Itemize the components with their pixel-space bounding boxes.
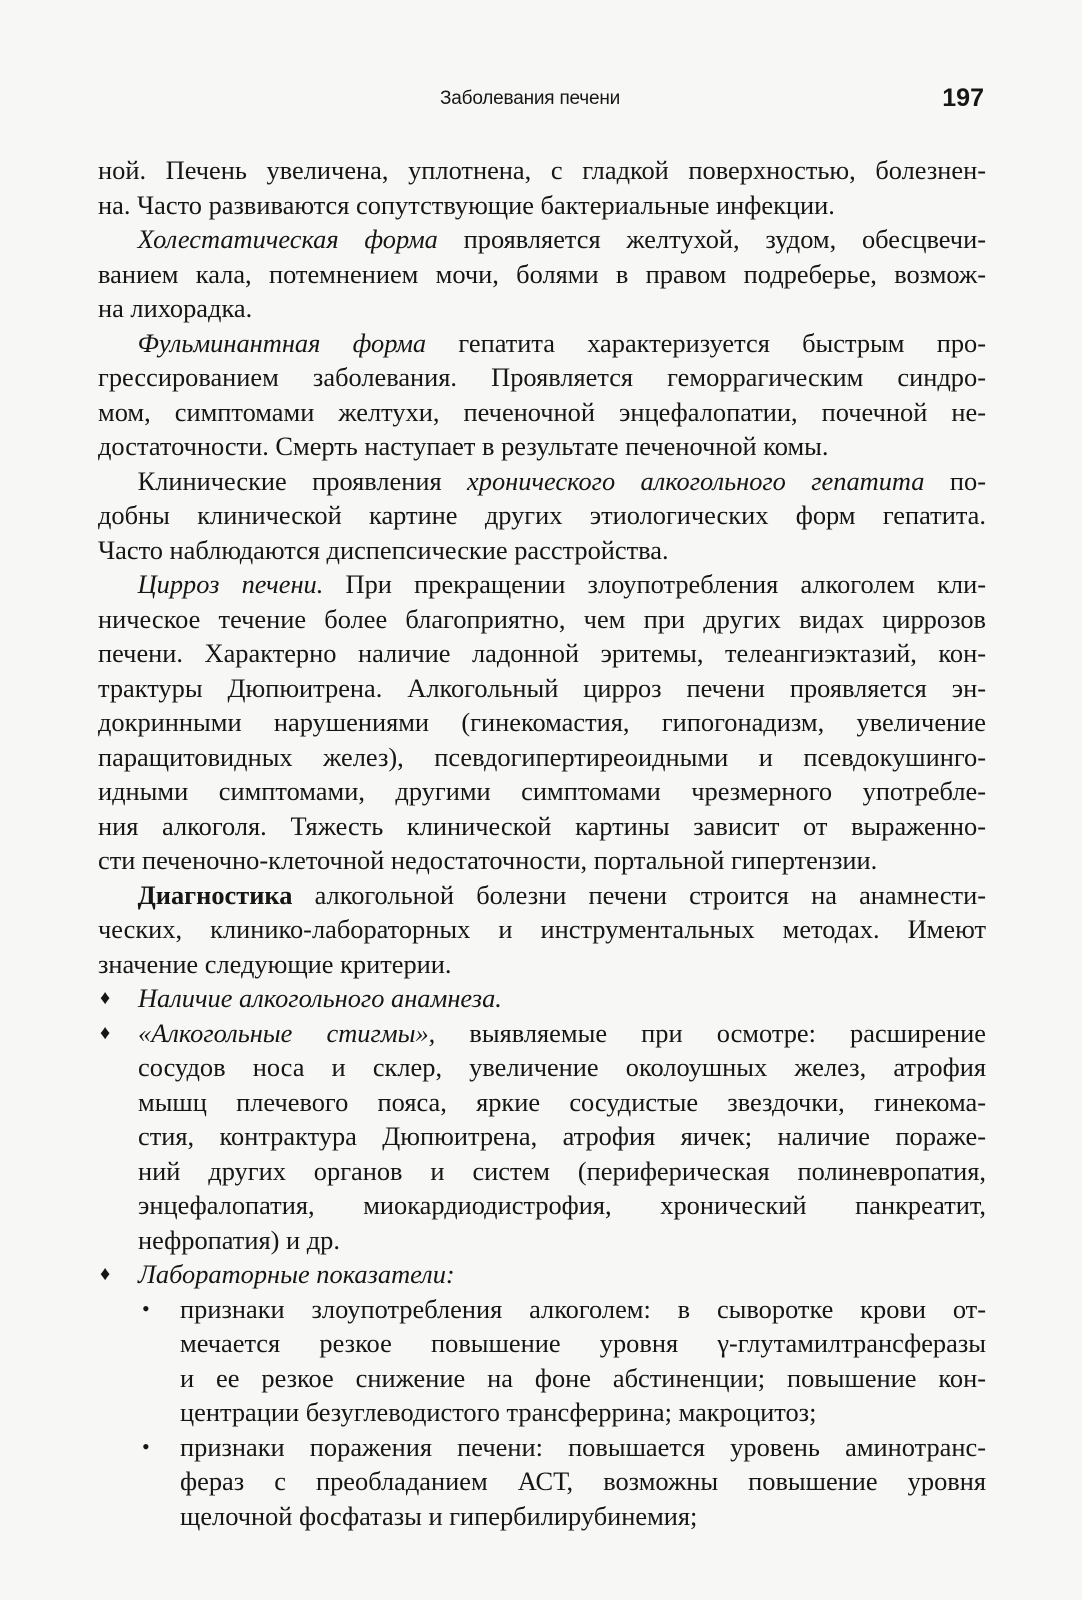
text-line: идными симптомами, другими симптомами чрезмерного употребле- <box>98 776 986 806</box>
lab-indicators-list <box>98 1292 986 1534</box>
text-span: гепатита характеризуется быстрым про- <box>426 327 986 358</box>
text-line: нефропатия) и др. <box>138 1224 340 1255</box>
paragraph-continuation <box>98 153 986 222</box>
text-line: мечается резкое повышение уровня γ-глутамилтрансферазы <box>180 1328 986 1358</box>
list-item <box>98 981 986 1016</box>
criterion-history: Наличие алкогольного анамнеза. <box>138 983 502 1013</box>
text-line: и ее резкое снижение на фоне абстиненции; повышение кон- <box>180 1362 986 1393</box>
text-span: Клинические проявления <box>137 465 468 496</box>
text-line: признаки поражения печени: повышается уровень аминотранс- <box>180 1431 986 1462</box>
text-line: ния алкоголя. Тяжесть клинической картины зависит от выраженно- <box>98 810 986 841</box>
text-line <box>98 222 986 257</box>
paragraph-diagnostics <box>98 878 986 982</box>
text-line: энцефалопатия, миокардиодистрофия, хронический панкреатит, <box>138 1190 986 1220</box>
criterion-stigmata: «Алкогольные стигмы», <box>138 1017 436 1048</box>
text-line: трактуры Дюпюитрена. Алкогольный цирроз печени проявляется эн- <box>98 672 986 703</box>
text-line: грессированием заболевания. Проявляется геморрагическим синдро- <box>98 362 986 392</box>
diamond-bullet-icon: ♦ <box>100 1263 111 1285</box>
diamond-bullet-icon: ♦ <box>100 1021 111 1044</box>
paragraph-fulminant-form <box>98 326 986 464</box>
text-line: центрации безуглеводистого трансферрина; макроцитоз; <box>180 1397 817 1427</box>
text-line <box>138 1257 986 1292</box>
page-number: 197 <box>942 84 984 112</box>
text-line: Часто наблюдаются диспепсические расстройства. <box>98 534 669 565</box>
text-line <box>138 1016 986 1051</box>
main-text <box>98 153 986 1533</box>
text-line: стия, контрактура Дюпюитрена, атрофия яичек; наличие пораже- <box>138 1121 986 1151</box>
text-line: ний других органов и систем (периферическая полиневропатия, <box>138 1155 986 1186</box>
text-line: достаточности. Смерть наступает в результате печеночной комы. <box>98 431 829 461</box>
text-line: ческих, клинико-лабораторных и инструментальных методах. Имеют <box>98 914 986 944</box>
text-line: ническое течение более благоприятно, чем при других видах циррозов <box>98 603 986 634</box>
text-line: докринными нарушениями (гинекомастия, гипогонадизм, увеличение <box>98 707 986 737</box>
text-line: печени. Характерно наличие ладонной эритемы, телеангиэктазий, кон- <box>98 638 986 668</box>
dot-bullet-icon: • <box>142 1295 150 1321</box>
text-line: значение следующие критерии. <box>98 948 452 979</box>
text-line <box>98 326 986 361</box>
text-line <box>98 878 986 913</box>
text-span: по- <box>924 465 986 496</box>
criterion-lab: Лабораторные показатели: <box>138 1259 455 1289</box>
text-line: мышц плечевого пояса, яркие сосудистые звездочки, гинекома- <box>138 1086 986 1117</box>
text-span: алкогольной болезни печени строится на анамнести- <box>292 879 986 910</box>
running-head <box>0 86 1082 126</box>
text-span: При прекращении злоупотребления алкоголем кли- <box>323 569 986 599</box>
text-span: выявляемые при осмотре: расширение <box>435 1017 986 1048</box>
running-title: Заболевания печени <box>440 88 621 109</box>
text-line: сосудов носа и склер, увеличение околоушных желез, атрофия <box>138 1052 986 1082</box>
paragraph-cirrhosis <box>98 567 986 878</box>
text-line <box>98 464 986 499</box>
text-line: мом, симптомами желтухи, печеночной энцефалопатии, почечной не- <box>98 396 986 427</box>
text-line: фераз с преобладанием АСТ, возможны повышение уровня <box>180 1466 986 1496</box>
criteria-list <box>98 981 986 1292</box>
paragraph-cholestatic-form <box>98 222 986 326</box>
paragraph-chronic-hepatitis <box>98 464 986 568</box>
term-diagnostics: Диагностика <box>137 879 293 910</box>
list-item <box>138 1430 986 1534</box>
list-item <box>98 1257 986 1292</box>
text-line: сти печеночно-клеточной недостаточности, портальной гипертензии. <box>98 845 878 875</box>
term-cirrhosis: Цирроз печени. <box>137 569 324 599</box>
term-cholestatic-form: Холестатическая форма <box>137 224 438 254</box>
text-line: признаки злоупотребления алкоголем: в сыворотке крови от- <box>180 1293 986 1324</box>
text-line: ной. Печень увеличена, уплотнена, с гладкой поверхностью, болезнен- <box>98 155 986 185</box>
term-fulminant-form: Фульминантная форма <box>137 327 427 358</box>
text-line <box>138 981 986 1016</box>
text-span: проявляется желтухой, зудом, обесцвечи- <box>437 224 986 254</box>
text-line: ванием кала, потемнением мочи, болями в правом подреберье, возмож- <box>98 258 986 289</box>
diamond-bullet-icon: ♦ <box>100 987 111 1009</box>
text-line <box>98 567 986 602</box>
text-line: добны клинической картине других этиологических форм гепатита. <box>98 500 986 530</box>
text-line: на лихорадка. <box>98 293 253 323</box>
term-chronic-hepatitis: хронического алкогольного гепатита <box>467 465 925 496</box>
text-line: паращитовидных желез), псевдогипертиреоидными и псевдокушинго- <box>98 741 986 772</box>
dot-bullet-icon: • <box>142 1433 150 1459</box>
text-line: щелочной фосфатазы и гипербилирубинемия; <box>180 1500 698 1531</box>
list-item <box>138 1292 986 1430</box>
text-line: на. Часто развиваются сопутствующие бактериальные инфекции. <box>98 189 835 220</box>
list-item <box>98 1016 986 1258</box>
